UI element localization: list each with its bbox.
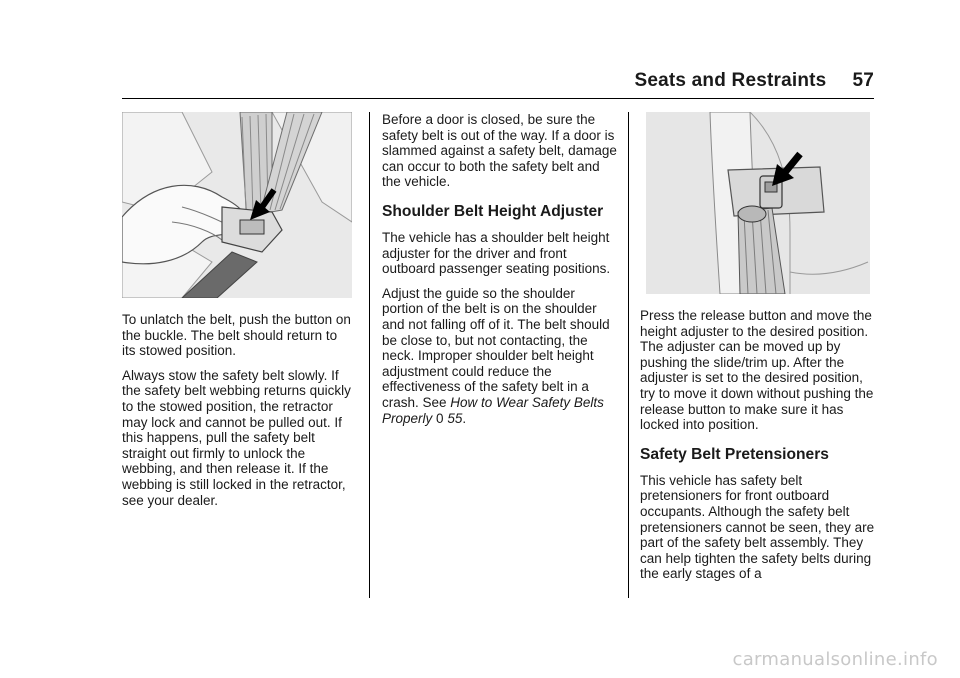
watermark: carmanualsonline.info — [732, 649, 938, 670]
page-reference-icon: 0 — [436, 410, 444, 426]
paragraph: To unlatch the belt, push the button on the buckle. The belt should return to its stowed position. — [122, 312, 351, 359]
paragraph-text: Adjust the guide so the shoulder portion of the belt is on the shoulder and not falling off of it. The belt should be close to, but not contacting, the neck. Improper shoulder belt height adjustment could reduce the effectiveness of the safety belt in a crash. See — [382, 285, 610, 410]
section-heading: Shoulder Belt Height Adjuster — [382, 202, 604, 220]
page-header — [634, 70, 874, 92]
paragraph: This vehicle has safety belt pretensioners for front outboard occupants. Although the safety belt pretensioners cannot be seen, they are part of the safety belt assembly. They can help tighten the safety belts during the early stages of a — [640, 472, 875, 582]
paragraph: The vehicle has a shoulder belt height adjuster for the driver and front outboard passenger seating positions. — [382, 229, 611, 277]
paragraph: Always stow the safety belt slowly. If the safety belt webbing returns quickly to the stowed position, the retractor may lock and cannot be pulled out. If this happens, pull the safety belt straight out firmly to unlock the webbing, and then release it. If the webbing is still locked in the retractor, see your dealer. — [122, 367, 351, 508]
height-adjuster-illustration — [640, 112, 870, 294]
column-1 — [122, 112, 352, 517]
buckle-release-illustration — [122, 112, 352, 298]
header-rule — [122, 98, 874, 99]
paragraph-end: . — [462, 410, 467, 426]
paragraph: Before a door is closed, be sure the safety belt is out of the way. If a door is slammed against a safety belt, damage can occur to both the safety belt and the vehicle. — [382, 112, 617, 190]
page-reference-number[interactable]: 55 — [447, 410, 463, 426]
paragraph — [382, 286, 618, 426]
paragraph: Press the release button and move the height adjuster to the desired position. The adjuster can be moved up by pushing the slide/trim up. After the adjuster is set to the desired position, try to move it down without pushing the release button to make sure it has locked into position. — [640, 308, 874, 433]
section-heading: Safety Belt Pretensioners — [640, 445, 829, 463]
column-3 — [640, 112, 876, 591]
column-divider — [369, 112, 370, 598]
page-number: 57 — [852, 70, 874, 91]
column-divider — [628, 112, 629, 598]
section-title: Seats and Restraints — [634, 70, 827, 91]
cross-reference-link[interactable]: How to Wear Safety Belts Properly — [382, 394, 604, 426]
column-2 — [382, 112, 618, 435]
